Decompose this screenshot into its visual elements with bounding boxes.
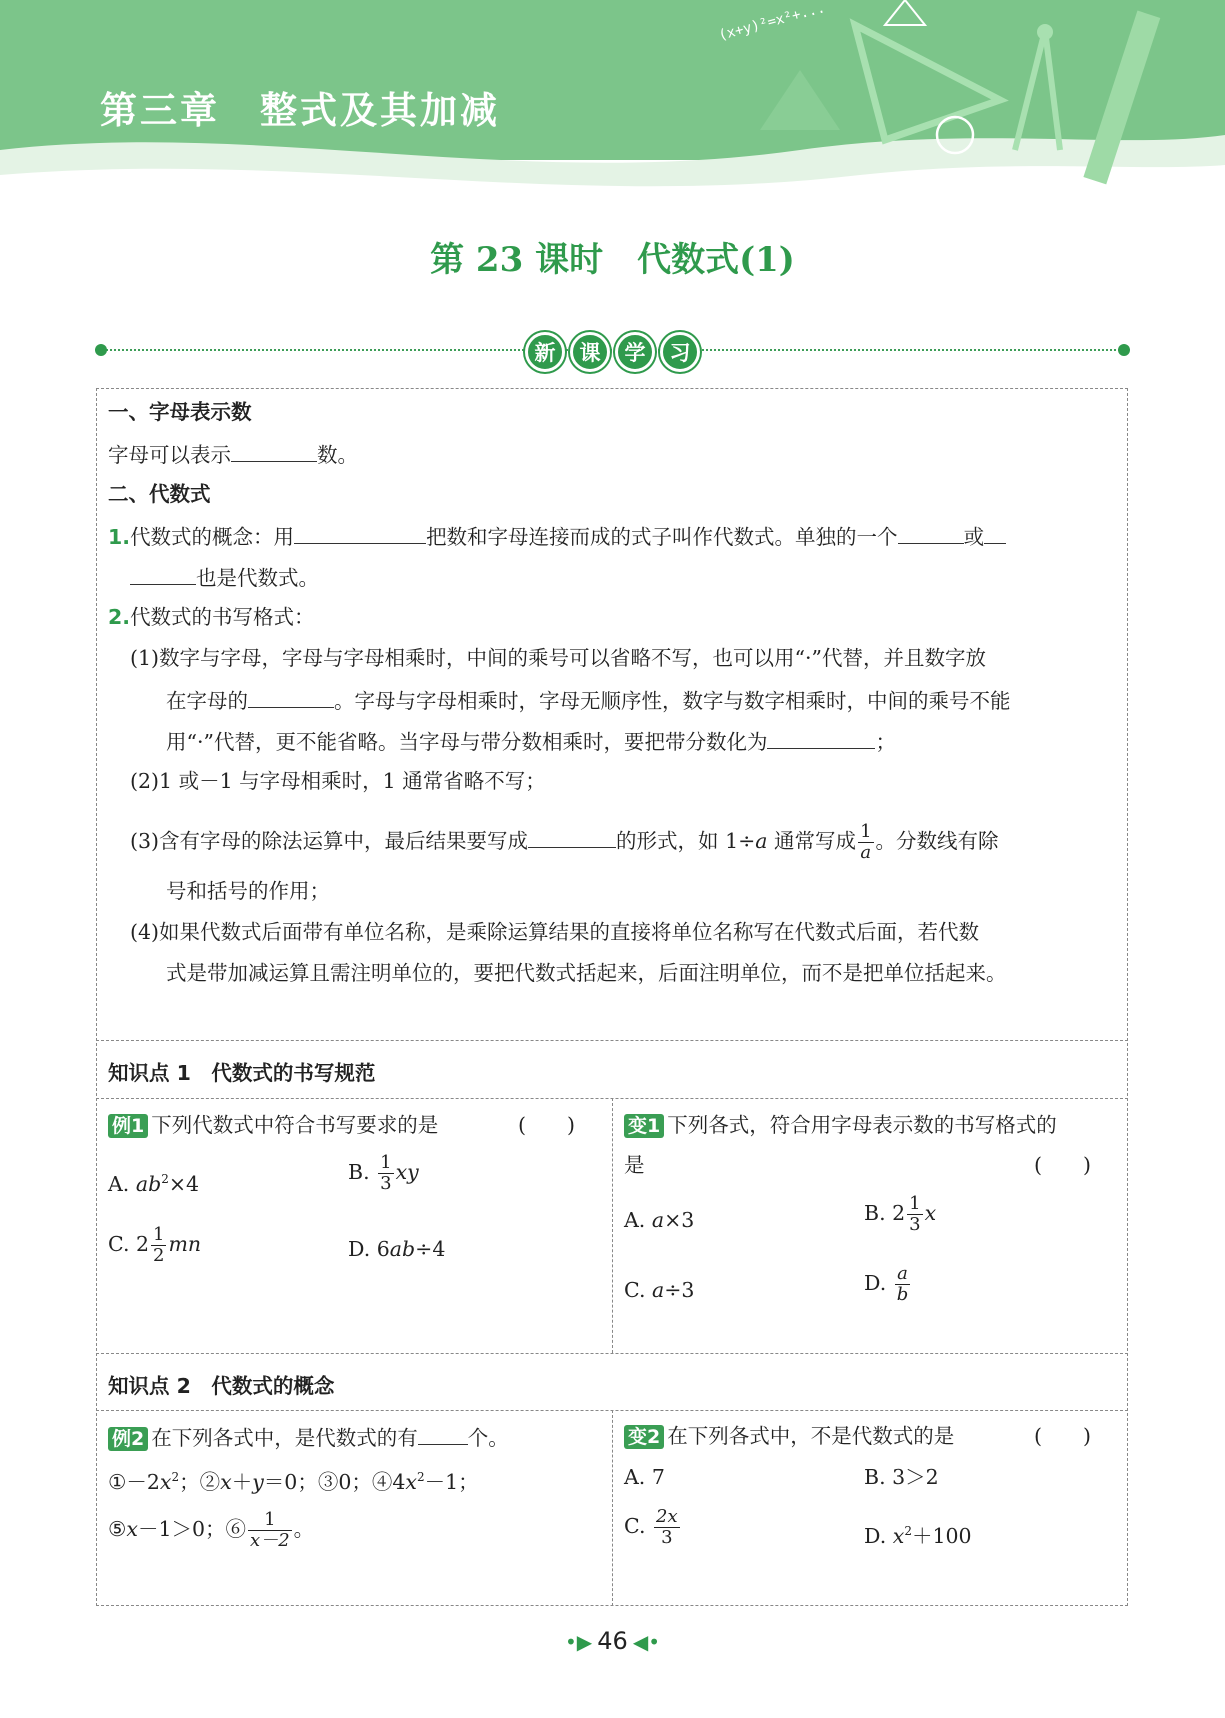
note-line: (2)1 或－1 与字母相乘时，1 通常省略不写； (130, 769, 546, 793)
page-footer (0, 1627, 1225, 1655)
heading-letters-numbers: 一、字母表示数 (108, 400, 252, 424)
answer-paren[interactable]: ( ) (518, 1113, 575, 1137)
variant-tag: 变2 (624, 1425, 664, 1449)
arrow-left-icon: ◀• (632, 1630, 661, 1654)
fill-blank[interactable] (528, 825, 616, 848)
option-a[interactable]: A. 7 (624, 1465, 665, 1489)
note-line: 1.代数式的概念：用 把数和字母连接而成的式子叫作代数式。单独的一个 或 (108, 521, 1006, 551)
option-b[interactable]: B. 2 $\frac{1}{3}$ x (864, 1193, 937, 1235)
option-b[interactable]: B. 3＞2 (864, 1465, 939, 1489)
option-b[interactable]: B. $\frac{1}{3}$ xy (348, 1152, 419, 1194)
fill-blank[interactable] (898, 521, 964, 544)
answer-paren[interactable]: ( ) (1034, 1424, 1091, 1448)
fill-blank[interactable] (130, 562, 196, 585)
option-c[interactable]: C. 2 $\frac{1}{2}$ mn (108, 1224, 202, 1266)
example-2-expressions: $①-2x^2$；②x＋y＝0；③0；$④4x^2-1$； (108, 1469, 479, 1494)
example-1-question: 例1 下列代数式中符合书写要求的是 (108, 1111, 438, 1139)
variant-tag: 变1 (624, 1114, 664, 1138)
section-badges (525, 332, 700, 372)
option-c[interactable]: C. a÷3 (624, 1278, 695, 1302)
option-a[interactable]: A. $ab^2\times 4$ (108, 1171, 200, 1196)
chapter-title: 第三章 整式及其加减 (100, 89, 500, 132)
example-2-expressions-cont: ⑤x－1＞0；⑥ $\frac{1}{x-2}$ 。 (108, 1509, 315, 1551)
fill-blank[interactable] (294, 521, 426, 544)
note-line: (4)如果代数式后面带有单位名称，是乘除运算结果的直接将单位名称写在代数式后面，若代数 (130, 920, 980, 944)
option-a[interactable]: A. a×3 (624, 1208, 695, 1232)
example-tag: 例2 (108, 1427, 148, 1451)
note-line: 用“·”代替，更不能省略。当字母与带分数相乘时，要把带分数化为 ； (166, 726, 896, 756)
example-2-question: 例2 在下列各式中，是代数式的有 个。 (108, 1422, 509, 1452)
note-line: (1)数字与字母，字母与字母相乘时，中间的乘号可以省略不写，也可以用“·”代替，并且数字放 (130, 646, 987, 670)
option-d[interactable]: D. $x^2+100$ (864, 1523, 972, 1548)
variant-1-question: 变1 下列各式，符合用字母表示数的书写格式的 (624, 1111, 1057, 1139)
badge-char: 课 (570, 332, 610, 372)
answer-paren[interactable]: ( ) (1034, 1153, 1091, 1177)
note-line: 2.代数式的书写格式： (108, 605, 315, 629)
grid-line (96, 1353, 1128, 1354)
grid-line (612, 1410, 613, 1606)
lesson-title: 第 23 课时 代数式(1) (430, 240, 795, 280)
heading-algebraic-expression: 二、代数式 (108, 482, 211, 506)
chapter-banner (0, 0, 1225, 210)
badge-char: 新 (525, 332, 565, 372)
example-tag: 例1 (108, 1114, 148, 1138)
note-line: 在字母的 。字母与字母相乘时，字母无顺序性，数字与数字相乘时，中间的乘号不能 (166, 685, 1011, 715)
svg-text:(x+y)²=x²+...: (x+y)²=x²+... (716, 0, 827, 44)
note-line: 式是带加减运算且需注明单位的，要把代数式括起来，后面注明单位，而不是把单位括起来。 (166, 961, 1007, 985)
note-line: 号和括号的作用； (166, 879, 330, 903)
grid-line (96, 1040, 1128, 1041)
knowledge-point-1: 知识点 1 代数式的书写规范 (108, 1061, 376, 1085)
fill-blank[interactable] (248, 685, 334, 708)
badge-char: 学 (615, 332, 655, 372)
badge-char: 习 (660, 332, 700, 372)
note-line: (3)含有字母的除法运算中，最后结果要写成 的形式，如 1÷a 通常写成 $\frac{1}{a}$ 。分数线有除 (130, 821, 999, 863)
variant-1-question-cont: 是 (624, 1153, 645, 1177)
fill-blank[interactable] (231, 439, 317, 462)
grid-line (612, 1098, 613, 1353)
section-divider (95, 332, 1130, 372)
option-d[interactable]: D. 6ab÷4 (348, 1237, 446, 1261)
variant-2-question: 变2 在下列各式中，不是代数式的是 (624, 1422, 954, 1450)
fill-blank[interactable] (418, 1422, 468, 1445)
note-line: 字母可以表示 数。 (108, 439, 358, 469)
knowledge-point-2: 知识点 2 代数式的概念 (108, 1374, 335, 1398)
arrow-right-icon: •▶ (564, 1630, 593, 1654)
option-c[interactable]: C. $\frac{2x}{3}$ (624, 1506, 678, 1548)
note-line: 也是代数式。 (130, 562, 319, 592)
fraction: $\frac{1}{a}$ (860, 821, 872, 863)
fill-blank[interactable] (767, 726, 875, 749)
option-d[interactable]: D. $\frac{a}{b}$ (864, 1263, 909, 1305)
fill-blank[interactable] (984, 521, 1006, 544)
page-number: 46 (597, 1627, 628, 1655)
